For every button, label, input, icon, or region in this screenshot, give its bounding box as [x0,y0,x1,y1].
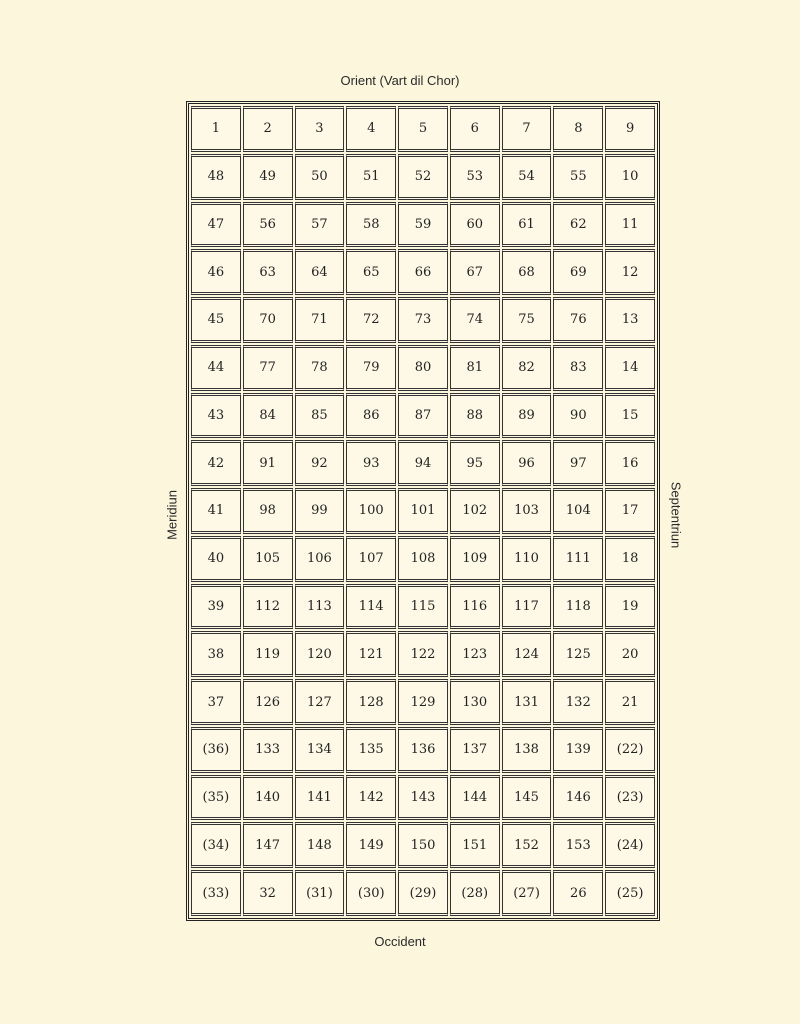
seat-cell: 40 [191,536,241,582]
seat-cell: (23) [605,775,655,821]
seat-cell: 2 [243,106,293,152]
seat-cell: 82 [502,345,552,391]
seat-cell: 135 [346,727,396,773]
seat-cell: 118 [553,584,603,630]
occident-label: Occident [374,934,426,949]
seat-cell: 48 [191,154,241,200]
seat-cell: 47 [191,202,241,248]
seat-cell: (30) [346,870,396,916]
seat-cell: 53 [450,154,500,200]
seat-cell: 20 [605,631,655,677]
seat-cell: 45 [191,297,241,343]
seat-cell: 89 [502,393,552,439]
seat-cell: 119 [243,631,293,677]
orient-label: Orient (Vart dil Chor) [340,73,460,88]
seat-cell: 95 [450,440,500,486]
seat-cell: 4 [346,106,396,152]
seat-cell: 71 [295,297,345,343]
seat-cell: 101 [398,488,448,534]
seat-cell: 140 [243,775,293,821]
meridiun-label: Meridiun [164,490,180,540]
seat-cell: 19 [605,584,655,630]
seat-cell: 143 [398,775,448,821]
seat-cell: 46 [191,249,241,295]
seat-cell: 91 [243,440,293,486]
seat-cell: 149 [346,822,396,868]
seat-cell: 15 [605,393,655,439]
seat-cell: 43 [191,393,241,439]
seat-cell: 99 [295,488,345,534]
seat-cell: 77 [243,345,293,391]
seat-cell: 42 [191,440,241,486]
seat-cell: 152 [502,822,552,868]
seat-cell: 26 [553,870,603,916]
seat-cell: 56 [243,202,293,248]
seat-cell: 62 [553,202,603,248]
seat-cell: (28) [450,870,500,916]
seat-cell: 145 [502,775,552,821]
seat-cell: 108 [398,536,448,582]
seat-cell: 113 [295,584,345,630]
seat-cell: 60 [450,202,500,248]
seat-cell: 21 [605,679,655,725]
seat-cell: 133 [243,727,293,773]
seat-cell: 52 [398,154,448,200]
seat-cell: 84 [243,393,293,439]
seat-cell: 69 [553,249,603,295]
seat-cell: 80 [398,345,448,391]
seat-cell: 139 [553,727,603,773]
seat-cell: 114 [346,584,396,630]
seat-cell: 102 [450,488,500,534]
seat-cell: 55 [553,154,603,200]
seat-cell: 115 [398,584,448,630]
seat-cell: (31) [295,870,345,916]
seat-cell: 97 [553,440,603,486]
seat-cell: 100 [346,488,396,534]
seat-cell: 146 [553,775,603,821]
seat-cell: 57 [295,202,345,248]
seat-cell: 90 [553,393,603,439]
seat-cell: 67 [450,249,500,295]
seat-cell: 14 [605,345,655,391]
seat-cell: (35) [191,775,241,821]
seat-cell: 136 [398,727,448,773]
seat-cell: 81 [450,345,500,391]
seat-cell: 51 [346,154,396,200]
seat-cell: 78 [295,345,345,391]
seat-cell: (29) [398,870,448,916]
seat-grid [191,106,655,916]
seat-cell: 68 [502,249,552,295]
seat-cell: 79 [346,345,396,391]
seat-cell: 73 [398,297,448,343]
seat-cell: (24) [605,822,655,868]
seat-cell: 72 [346,297,396,343]
seat-cell: 103 [502,488,552,534]
seat-cell: 50 [295,154,345,200]
seat-cell: 131 [502,679,552,725]
seat-cell: 124 [502,631,552,677]
seat-cell: 132 [553,679,603,725]
seat-cell: 85 [295,393,345,439]
seat-cell: 1 [191,106,241,152]
seat-cell: 8 [553,106,603,152]
seat-cell: 116 [450,584,500,630]
seat-cell: 59 [398,202,448,248]
seat-cell: 66 [398,249,448,295]
seat-cell: 130 [450,679,500,725]
seat-cell: 117 [502,584,552,630]
seat-cell: 44 [191,345,241,391]
seat-cell: 32 [243,870,293,916]
seat-cell: 38 [191,631,241,677]
seat-cell: 96 [502,440,552,486]
seat-cell: 94 [398,440,448,486]
seat-cell: 148 [295,822,345,868]
seat-cell: 134 [295,727,345,773]
seat-cell: 110 [502,536,552,582]
seat-cell: 6 [450,106,500,152]
seat-cell: 151 [450,822,500,868]
seat-cell: 61 [502,202,552,248]
seat-cell: (27) [502,870,552,916]
seat-cell: 112 [243,584,293,630]
seat-cell: 54 [502,154,552,200]
seat-cell: (33) [191,870,241,916]
seat-cell: 64 [295,249,345,295]
seat-cell: 153 [553,822,603,868]
septentriun-label: Septentriun [668,481,684,549]
seat-cell: 93 [346,440,396,486]
seat-cell: 120 [295,631,345,677]
seat-cell: 87 [398,393,448,439]
seat-cell: 76 [553,297,603,343]
seat-cell: 144 [450,775,500,821]
seat-cell: 141 [295,775,345,821]
seat-cell: 83 [553,345,603,391]
seat-cell: 111 [553,536,603,582]
seat-cell: 129 [398,679,448,725]
seat-cell: 74 [450,297,500,343]
seat-cell: 138 [502,727,552,773]
seat-cell: 3 [295,106,345,152]
seat-cell: 109 [450,536,500,582]
seat-cell: 142 [346,775,396,821]
seat-cell: 122 [398,631,448,677]
seat-cell: 7 [502,106,552,152]
seat-cell: 10 [605,154,655,200]
seat-cell: 88 [450,393,500,439]
seat-cell: 107 [346,536,396,582]
seat-cell: 65 [346,249,396,295]
seat-cell: 105 [243,536,293,582]
seat-cell: 123 [450,631,500,677]
seat-cell: 86 [346,393,396,439]
seat-cell: 121 [346,631,396,677]
seat-cell: 92 [295,440,345,486]
seat-cell: 5 [398,106,448,152]
seat-cell: (34) [191,822,241,868]
seat-cell: 13 [605,297,655,343]
seat-cell: 63 [243,249,293,295]
seat-cell: 9 [605,106,655,152]
seat-cell: 126 [243,679,293,725]
seat-cell: 37 [191,679,241,725]
seat-cell: (22) [605,727,655,773]
seat-cell: 75 [502,297,552,343]
seat-cell: 70 [243,297,293,343]
seat-cell: (25) [605,870,655,916]
seat-cell: 39 [191,584,241,630]
seat-cell: 18 [605,536,655,582]
seat-cell: 11 [605,202,655,248]
seat-cell: 137 [450,727,500,773]
seat-cell: 147 [243,822,293,868]
seating-plan [186,101,660,921]
seat-cell: 98 [243,488,293,534]
seat-cell: 16 [605,440,655,486]
seat-cell: 49 [243,154,293,200]
seat-cell: 150 [398,822,448,868]
seat-cell: 12 [605,249,655,295]
seat-cell: 125 [553,631,603,677]
seat-cell: 128 [346,679,396,725]
seat-cell: 106 [295,536,345,582]
seat-cell: 104 [553,488,603,534]
seat-cell: 127 [295,679,345,725]
seat-cell: 17 [605,488,655,534]
seat-cell: 58 [346,202,396,248]
seat-cell: 41 [191,488,241,534]
seat-cell: (36) [191,727,241,773]
